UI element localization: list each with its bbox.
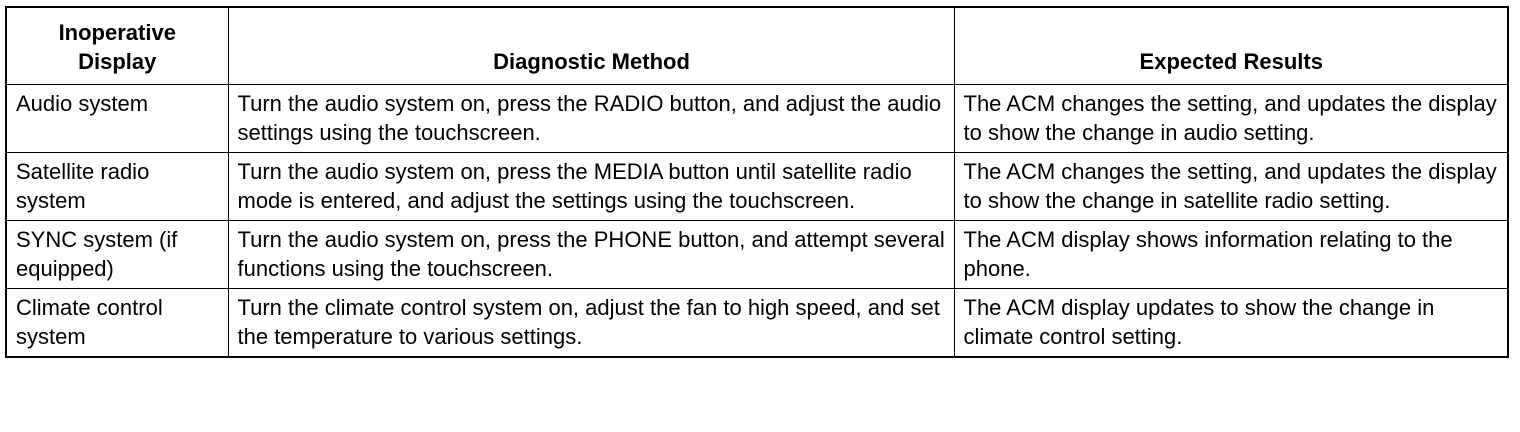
table-row [6, 221, 1508, 289]
cell-inoperative-display: Satellite radio system [6, 153, 228, 221]
diagnostic-table [5, 6, 1509, 358]
cell-inoperative-display: Climate control system [6, 289, 228, 358]
header-expected-results: Expected Results [954, 7, 1508, 85]
cell-expected-results: The ACM changes the setting, and updates the display to show the change in satellite radio setting. [954, 153, 1508, 221]
header-diagnostic-method: Diagnostic Method [228, 7, 954, 85]
cell-diagnostic-method: Turn the climate control system on, adjust the fan to high speed, and set the temperature to various settings. [228, 289, 954, 358]
table-row [6, 85, 1508, 153]
cell-expected-results: The ACM display shows information relating to the phone. [954, 221, 1508, 289]
cell-diagnostic-method: Turn the audio system on, press the PHONE button, and attempt several functions using the touchscreen. [228, 221, 954, 289]
cell-inoperative-display: SYNC system (if equipped) [6, 221, 228, 289]
cell-diagnostic-method: Turn the audio system on, press the RADIO button, and adjust the audio settings using the touchscreen. [228, 85, 954, 153]
table-row [6, 153, 1508, 221]
cell-inoperative-display: Audio system [6, 85, 228, 153]
table-header-row [6, 7, 1508, 85]
header-inoperative-display: Inoperative Display [6, 7, 228, 85]
table-row [6, 289, 1508, 358]
cell-expected-results: The ACM display updates to show the change in climate control setting. [954, 289, 1508, 358]
cell-expected-results: The ACM changes the setting, and updates the display to show the change in audio setting. [954, 85, 1508, 153]
cell-diagnostic-method: Turn the audio system on, press the MEDIA button until satellite radio mode is entered, and adjust the settings using the touchscreen. [228, 153, 954, 221]
